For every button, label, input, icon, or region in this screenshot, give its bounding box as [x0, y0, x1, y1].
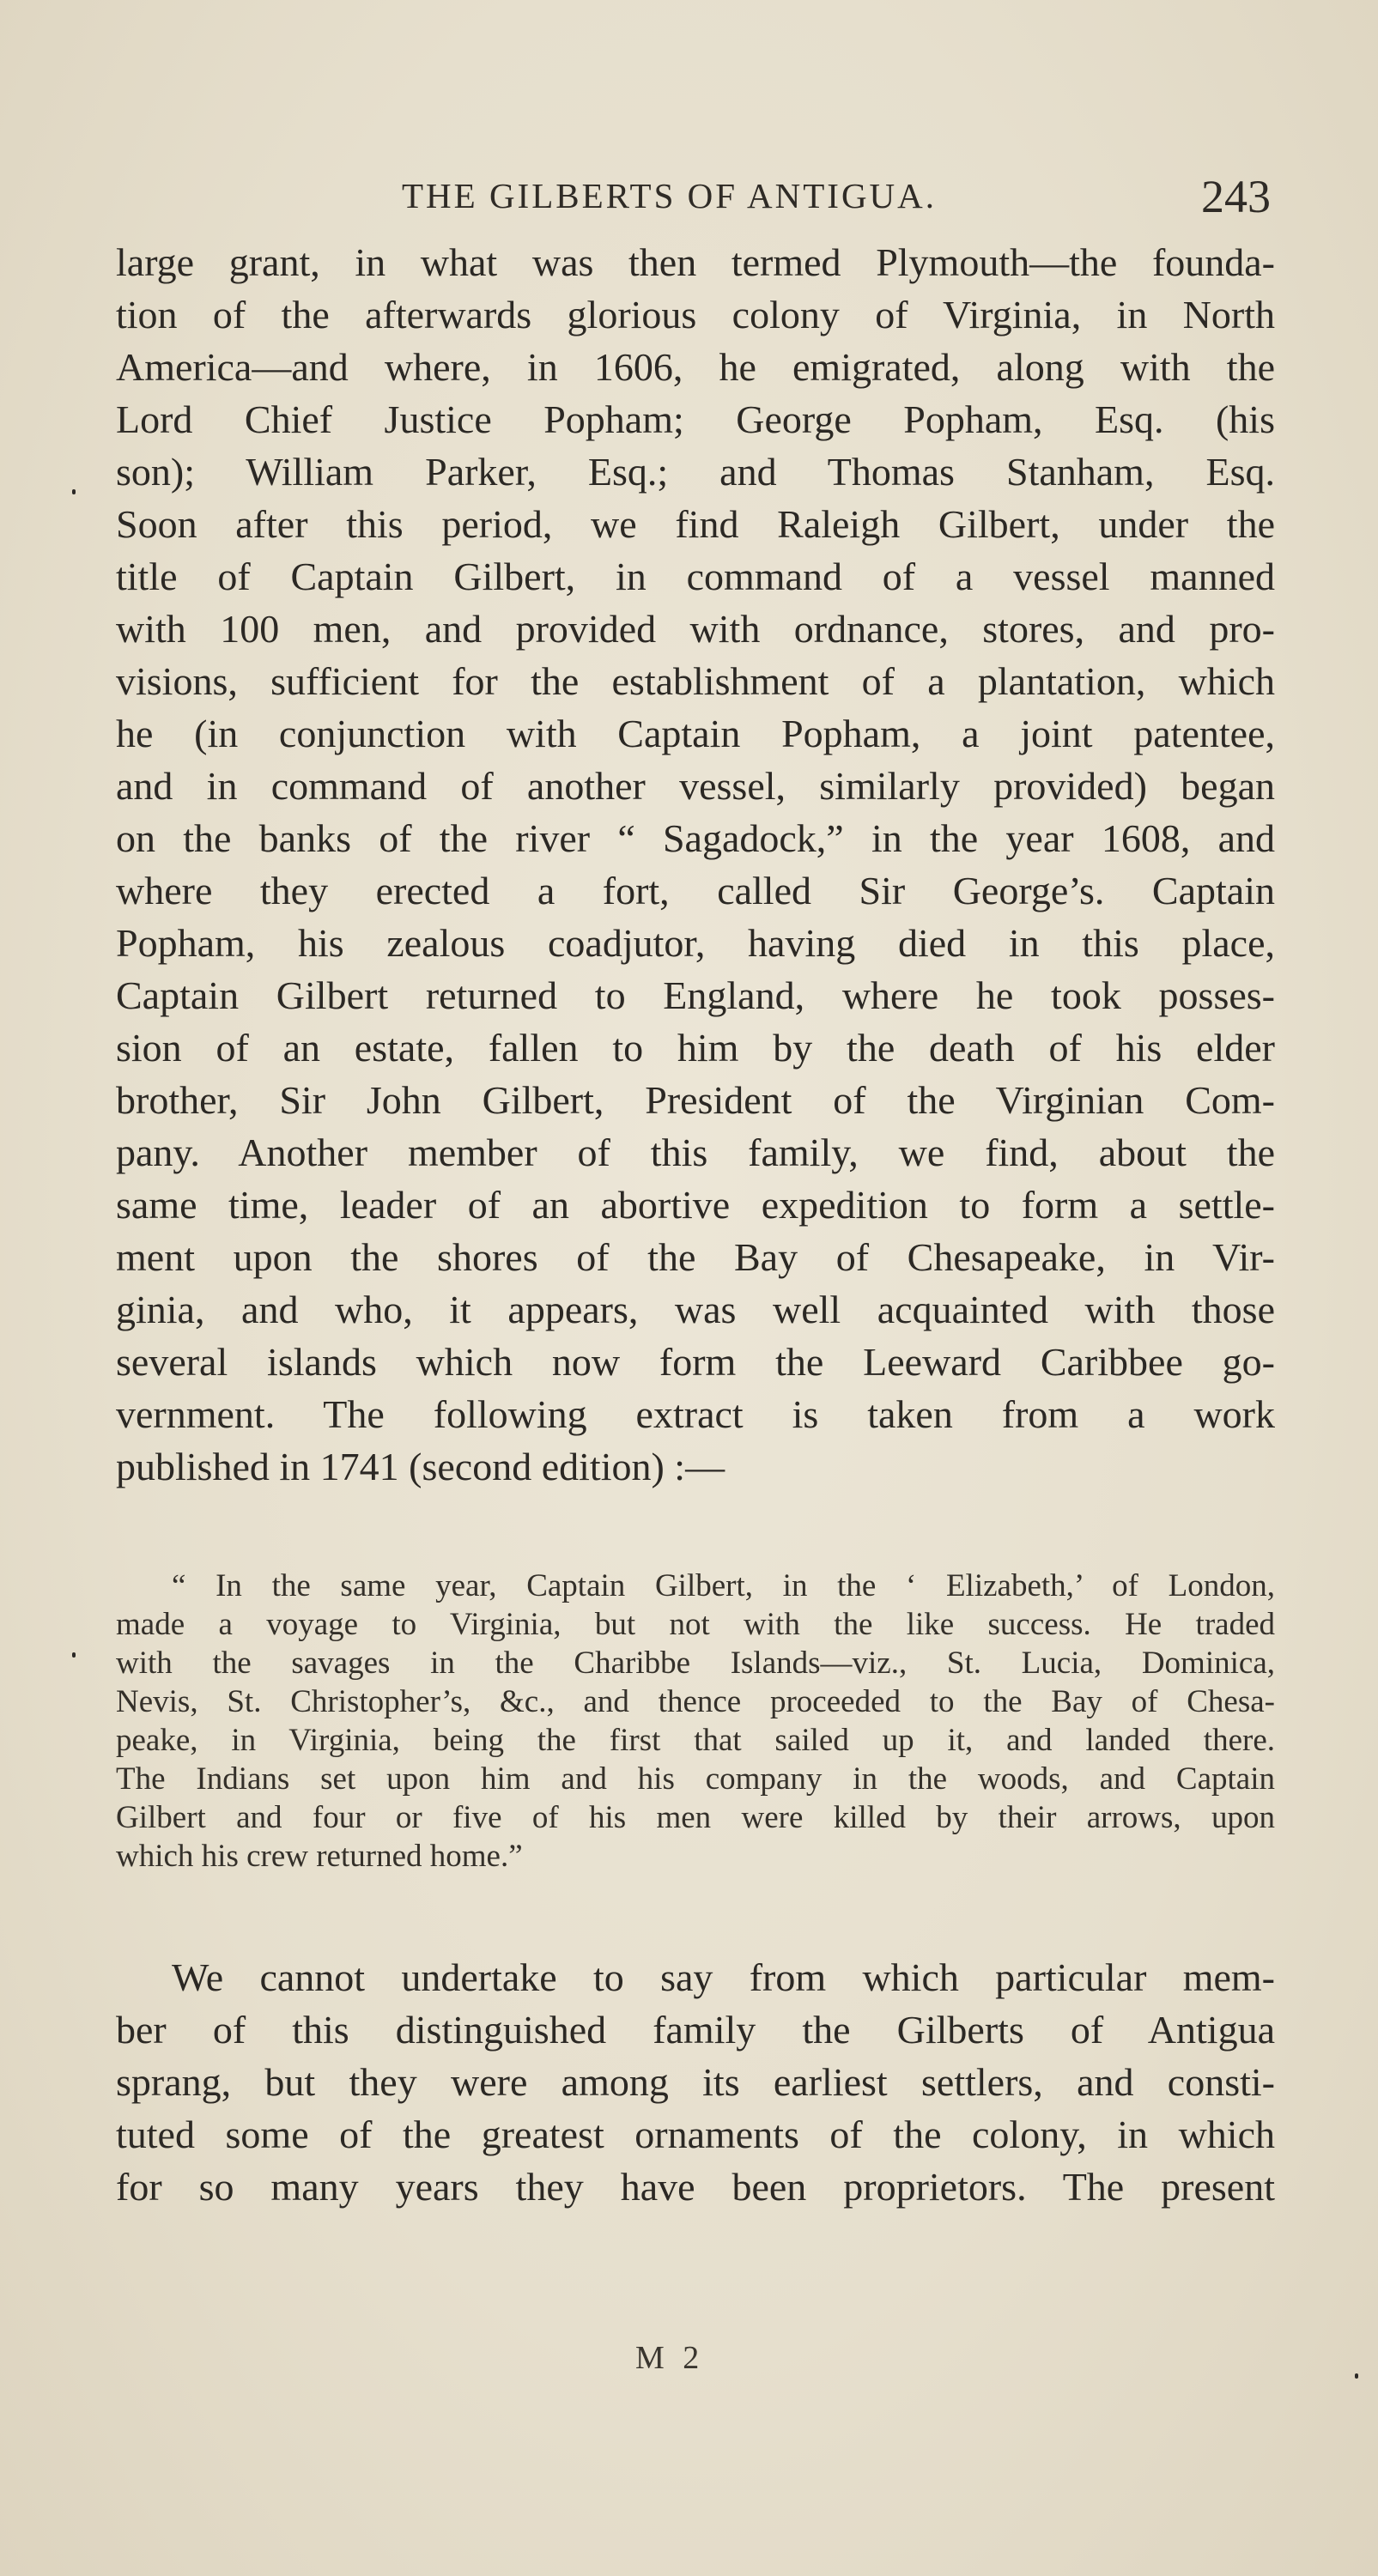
quote-line: which his crew returned home.” [116, 1839, 523, 1874]
text-line: pany. Another member of this family, we find, about the [116, 1130, 1275, 1174]
text-line: tion of the afterwards glorious colony of Virginia, in North [116, 293, 1275, 336]
quote-line: with the savages in the Charibbe Islands—viz., St. Lucia, Dominica, [116, 1646, 1275, 1681]
page-number: 243 [1201, 171, 1271, 222]
text-line: same time, leader of an abortive expedition to form a settle- [116, 1183, 1275, 1227]
text-line: tuted some of the greatest ornaments of the colony, in which [116, 2112, 1275, 2156]
ink-speck [1355, 2373, 1358, 2379]
text-line: published in 1741 (second edition) :— [116, 1445, 725, 1488]
quote-line: Gilbert and four or five of his men were killed by their arrows, upon [116, 1800, 1275, 1835]
quote-line: Nevis, St. Christopher’s, &c., and thence proceeded to the Bay of Chesa- [116, 1684, 1275, 1719]
text-line: several islands which now form the Leeward Caribbee go- [116, 1340, 1275, 1384]
text-line: on the banks of the river “ Sagadock,” in the year 1608, and [116, 816, 1275, 860]
text-line: sion of an estate, fallen to him by the death of his elder [116, 1026, 1275, 1070]
quote-line: peake, in Virginia, being the first that sailed up it, and landed there. [116, 1723, 1275, 1758]
paragraph-1 [116, 236, 1275, 1493]
text-line: ginia, and who, it appears, was well acquainted with those [116, 1288, 1275, 1331]
text-line: Captain Gilbert returned to England, where he took posses- [116, 973, 1275, 1017]
paragraph-2 [116, 1951, 1275, 2213]
text-line: for so many years they have been proprietors. The present [116, 2165, 1275, 2209]
running-title: THE GILBERTS OF ANTIGUA. [402, 176, 938, 215]
text-line: brother, Sir John Gilbert, President of the Virginian Com- [116, 1078, 1275, 1122]
text-line: large grant, in what was then termed Plymouth—the founda- [116, 240, 1275, 284]
text-line: title of Captain Gilbert, in command of a vessel manned [116, 555, 1275, 598]
text-line: with 100 men, and provided with ordnance, stores, and pro- [116, 607, 1275, 651]
quote-line: made a voyage to Virginia, but not with the like success. He traded [116, 1607, 1275, 1642]
ink-speck [72, 489, 76, 494]
text-line: vernment. The following extract is taken from a work [116, 1392, 1275, 1436]
quote-line: The Indians set upon him and his company in the woods, and Captain [116, 1761, 1275, 1797]
text-line: America—and where, in 1606, he emigrated, along with the [116, 345, 1275, 389]
quote-line: “ In the same year, Captain Gilbert, in the ‘ Elizabeth,’ of London, [172, 1568, 1275, 1603]
text-line: and in command of another vessel, similarly provided) began [116, 764, 1275, 808]
text-line: Popham, his zealous coadjutor, having died in this place, [116, 921, 1275, 965]
ink-speck [72, 1652, 76, 1658]
running-header [120, 171, 1271, 227]
text-line: sprang, but they were among its earliest settlers, and consti- [116, 2060, 1275, 2104]
text-line: ment upon the shores of the Bay of Chesapeake, in Vir- [116, 1235, 1275, 1279]
text-line: he (in conjunction with Captain Popham, a joint patentee, [116, 712, 1275, 755]
signature-mark: M 2 [635, 2340, 705, 2376]
text-line: where they erected a fort, called Sir George’s. Captain [116, 869, 1275, 912]
text-line: Soon after this period, we find Raleigh Gilbert, under the [116, 502, 1275, 546]
text-line: visions, sufficient for the establishment of a plantation, which [116, 659, 1275, 703]
text-line: We cannot undertake to say from which particular mem- [172, 1955, 1275, 1999]
text-line: Lord Chief Justice Popham; George Popham, Esq. (his [116, 397, 1275, 441]
text-line: ber of this distinguished family the Gilberts of Antigua [116, 2008, 1275, 2052]
block-quotation [116, 1567, 1275, 1876]
text-line: son); William Parker, Esq.; and Thomas Stanham, Esq. [116, 450, 1275, 494]
